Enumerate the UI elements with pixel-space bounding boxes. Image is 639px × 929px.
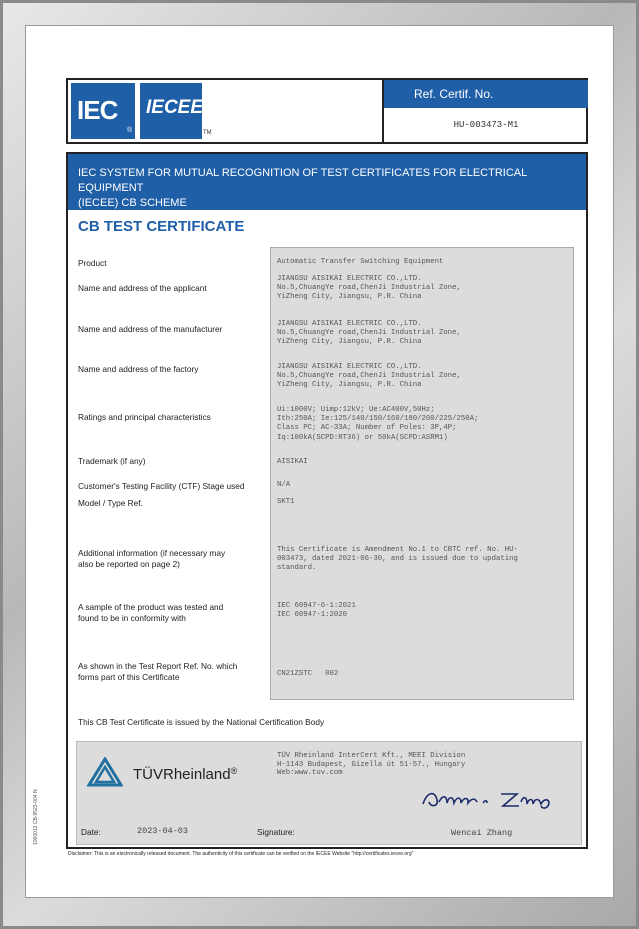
factory-value-line: No.5,ChuangYe road,ChenJi Industrial Zone, [277, 372, 461, 381]
issued-by-statement: This CB Test Certificate is issued by the National Certification Body [78, 717, 325, 727]
ncb-address-line: H-1143 Budapest, Gizella út 51-57., Hungary [277, 760, 466, 769]
sample-label-line: A sample of the product was tested and [78, 602, 224, 612]
sample-label-line: found to be in conformity with [78, 613, 186, 623]
ncb-address [277, 752, 465, 778]
date-value: 2023-04-03 [137, 826, 189, 836]
ratings-value-line: Ui:1000V; Uimp:12kV; Ue:AC400V,50Hz; [277, 406, 435, 414]
tuv-rheinland-logo [87, 757, 267, 787]
additional-label-line: also be reported on page 2) [78, 559, 180, 569]
manufacturer-value-line: JIANGSU AISIKAI ELECTRIC CO.,LTD. [277, 320, 422, 328]
banner-line-1: IEC SYSTEM FOR MUTUAL RECOGNITION OF TEST CERTIFICATES FOR ELECTRICAL EQUIPMENT [78, 167, 527, 194]
iecee-logo-text: IECEE [146, 97, 204, 118]
manufacturer-value-line: No.5,ChuangYe road,ChenJi Industrial Zone, [277, 329, 461, 338]
ratings-label: Ratings and principal characteristics [78, 412, 211, 422]
ctf-value: N/A [277, 481, 291, 489]
signature-label: Signature: [257, 827, 295, 837]
additional-label [78, 548, 268, 570]
iec-logo-text: IEC [77, 95, 118, 125]
ncb-address-line: TÜV Rheinland InterCert Kft., MEEI Division [277, 752, 466, 760]
report-value: CN21ZSTC 002 [277, 670, 339, 678]
handwritten-signature [417, 786, 567, 812]
tuv-name-text: TÜVRheinland [133, 766, 231, 783]
additional-value [277, 546, 567, 574]
factory-value-line: YiZheng City, Jiangsu, P.R. China [277, 381, 422, 390]
ratings-value-line: Class PC; AC-33A; Number of Poles: 3P,4P; [277, 424, 457, 433]
product-label: Product [78, 258, 107, 268]
form-code: 1060012 CB-9523-004 N [33, 789, 39, 845]
applicant-value-line: No.5,ChuangYe road,ChenJi Industrial Zone, [277, 284, 461, 293]
signature-name: Wencai Zhang [451, 828, 513, 838]
trademark-label: Trademark (if any) [78, 456, 146, 466]
applicant-value-line: YiZheng City, Jiangsu, P.R. China [277, 293, 422, 302]
report-label-line: forms part of this Certificate [78, 672, 180, 682]
iec-registered-mark: ® [127, 127, 133, 134]
sample-value-line: IEC 60947-6-1:2021 [277, 602, 356, 610]
factory-label: Name and address of the factory [78, 364, 199, 374]
model-value: SKT1 [277, 498, 295, 506]
ratings-value-line: Iq:100kA(SCPD:RT36) or 50kA(SCPD:ASRM1) [277, 433, 448, 442]
values-panel [270, 247, 574, 700]
certificate-title: CB TEST CERTIFICATE [78, 218, 245, 235]
additional-value-line: standard. [277, 564, 317, 573]
applicant-label: Name and address of the applicant [78, 283, 207, 293]
model-label: Model / Type Ref. [78, 498, 143, 508]
report-label-line: As shown in the Test Report Ref. No. which [78, 661, 238, 671]
applicant-value-line: JIANGSU AISIKAI ELECTRIC CO.,LTD. [277, 275, 422, 283]
iec-logo [71, 83, 135, 139]
ratings-value-line: Ith:250A; Ie:125/140/150/160/180/200/225/250A; [277, 415, 479, 424]
sample-value [277, 602, 567, 620]
tuv-registered-mark: ® [230, 766, 238, 776]
sample-value-line: IEC 60947-1:2020 [277, 611, 348, 620]
report-label [78, 661, 268, 683]
ctf-label: Customer's Testing Facility (CTF) Stage used [78, 481, 245, 491]
certificate-header [66, 78, 588, 144]
banner-line-2: (IECEE) CB SCHEME [78, 197, 187, 209]
additional-label-line: Additional information (if necessary may [78, 548, 226, 558]
ref-label: Ref. Certif. No. [384, 80, 588, 108]
trademark-mark: TM [203, 130, 212, 136]
ratings-value [277, 406, 567, 443]
additional-value-line: This Certificate is Amendment No.1 to CBTC ref. No. HU- [277, 546, 518, 554]
iecee-logo [140, 83, 202, 139]
applicant-value [277, 275, 567, 303]
manufacturer-value [277, 320, 567, 348]
ncb-panel [76, 741, 582, 845]
product-value: Automatic Transfer Switching Equipment [277, 258, 444, 266]
sample-label [78, 602, 268, 624]
date-label: Date: [81, 827, 101, 837]
certificate-body [66, 152, 588, 849]
factory-value-line: JIANGSU AISIKAI ELECTRIC CO.,LTD. [277, 363, 422, 371]
trademark-value: AISIKAI [277, 458, 308, 466]
disclaimer: Disclaimer: This is an electronically released document. The authenticity of this certificate can be verified on the IECEE Website "http://certificates.iecee.org" [68, 851, 414, 857]
scheme-banner [68, 154, 586, 210]
reference-box [382, 80, 588, 142]
ref-value: HU-003473-M1 [453, 120, 519, 130]
ncb-address-line: Web:www.tuv.com [277, 769, 343, 777]
additional-value-line: 003473, dated 2021-06-30, and is issued due to updating [277, 555, 518, 564]
tuv-name [133, 766, 237, 783]
manufacturer-value-line: YiZheng City, Jiangsu, P.R. China [277, 338, 422, 347]
factory-value [277, 363, 567, 391]
manufacturer-label: Name and address of the manufacturer [78, 324, 223, 334]
tuv-triangle-icon [87, 757, 123, 787]
